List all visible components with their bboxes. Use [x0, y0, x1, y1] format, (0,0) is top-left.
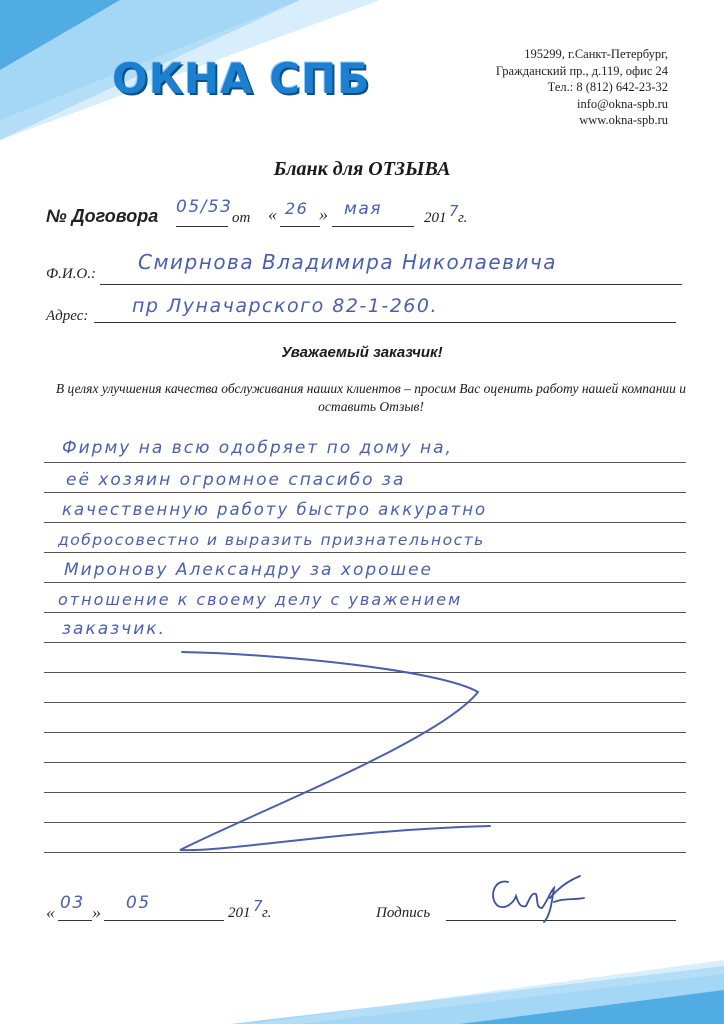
contract-day-field[interactable]: 26 — [285, 199, 309, 218]
address-field[interactable]: пр Луначарского 82-1-260. — [132, 295, 439, 317]
contract-label: № Договора — [46, 206, 159, 226]
fio-field[interactable]: Смирнова Владимира Николаевича — [138, 250, 557, 274]
greeting: Уважаемый заказчик! — [281, 344, 443, 361]
review-text-line[interactable]: отношение к своему делу с уважением — [58, 590, 463, 609]
signature-label: Подпись — [376, 905, 431, 921]
website-link[interactable]: www.okna-spb.ru — [579, 113, 668, 127]
fio-line — [100, 284, 682, 285]
contract-month-field[interactable]: мая — [344, 199, 382, 219]
review-rule — [44, 462, 686, 463]
corner-decoration-bottom — [0, 960, 724, 1024]
review-text-line[interactable]: Фирму на всю одобряет по дому на, — [62, 438, 453, 458]
review-rule — [44, 552, 686, 553]
sign-year-suffix: г. — [262, 905, 272, 921]
contract-close-quote: » — [319, 204, 328, 224]
form-title: Бланк для ОТЗЫВА — [273, 158, 451, 180]
review-text-line[interactable]: её хозяин огромное спасибо за — [66, 470, 406, 490]
review-text-line[interactable]: качественную работу быстро аккуратно — [62, 500, 488, 519]
sign-month-line — [104, 920, 224, 921]
contract-open-quote: « — [268, 204, 277, 224]
contact-block — [496, 46, 668, 129]
sign-month-field[interactable]: 05 — [126, 893, 151, 913]
review-rule — [44, 612, 686, 613]
address-line — [94, 322, 676, 323]
review-rule — [44, 492, 686, 493]
contract-month-line — [332, 226, 414, 227]
sign-open-quote: « — [46, 902, 55, 922]
company-logo: ОКНА СПБ — [112, 54, 371, 103]
address-line-1: 195299, г.Санкт-Петербург, — [524, 47, 668, 61]
contract-number-line — [176, 226, 228, 227]
contract-number-field[interactable]: 05/53 — [176, 197, 233, 217]
contract-year-suffix: г. — [458, 210, 468, 226]
review-rule — [44, 582, 686, 583]
signature-image — [484, 868, 594, 924]
review-text-line[interactable]: заказчик. — [62, 619, 166, 639]
review-text-line[interactable]: добросовестно и выразить признательность — [58, 531, 485, 549]
sign-year-field[interactable]: 7 — [253, 897, 265, 915]
email-link[interactable]: info@okna-spb.ru — [576, 96, 668, 111]
sign-day-field[interactable]: 03 — [60, 893, 85, 913]
address-line-2: Гражданский пр., д.119, офис 24 — [495, 63, 668, 78]
contract-from-label: от — [232, 210, 251, 226]
sign-year-prefix: 201 — [228, 905, 251, 921]
sign-close-quote: » — [92, 902, 101, 922]
fio-label: Ф.И.О.: — [46, 266, 96, 282]
phone-number: Тел.: 8 (812) 642-23-32 — [547, 80, 668, 94]
review-rule — [44, 522, 686, 523]
contract-year-prefix: 201 — [424, 210, 447, 226]
sign-day-line — [58, 920, 92, 921]
review-text-line[interactable]: Миронову Александру за хорошее — [64, 560, 434, 580]
empty-lines-strikeout — [140, 640, 500, 870]
address-label: Адрес: — [46, 308, 89, 324]
contract-day-line — [280, 226, 320, 227]
intro-text: В целях улучшения качества обслуживания наших клиентов – просим Вас оценить работу нашей компании и оставить Отзыв! — [55, 381, 687, 414]
contract-year-field[interactable]: 7 — [449, 202, 461, 220]
